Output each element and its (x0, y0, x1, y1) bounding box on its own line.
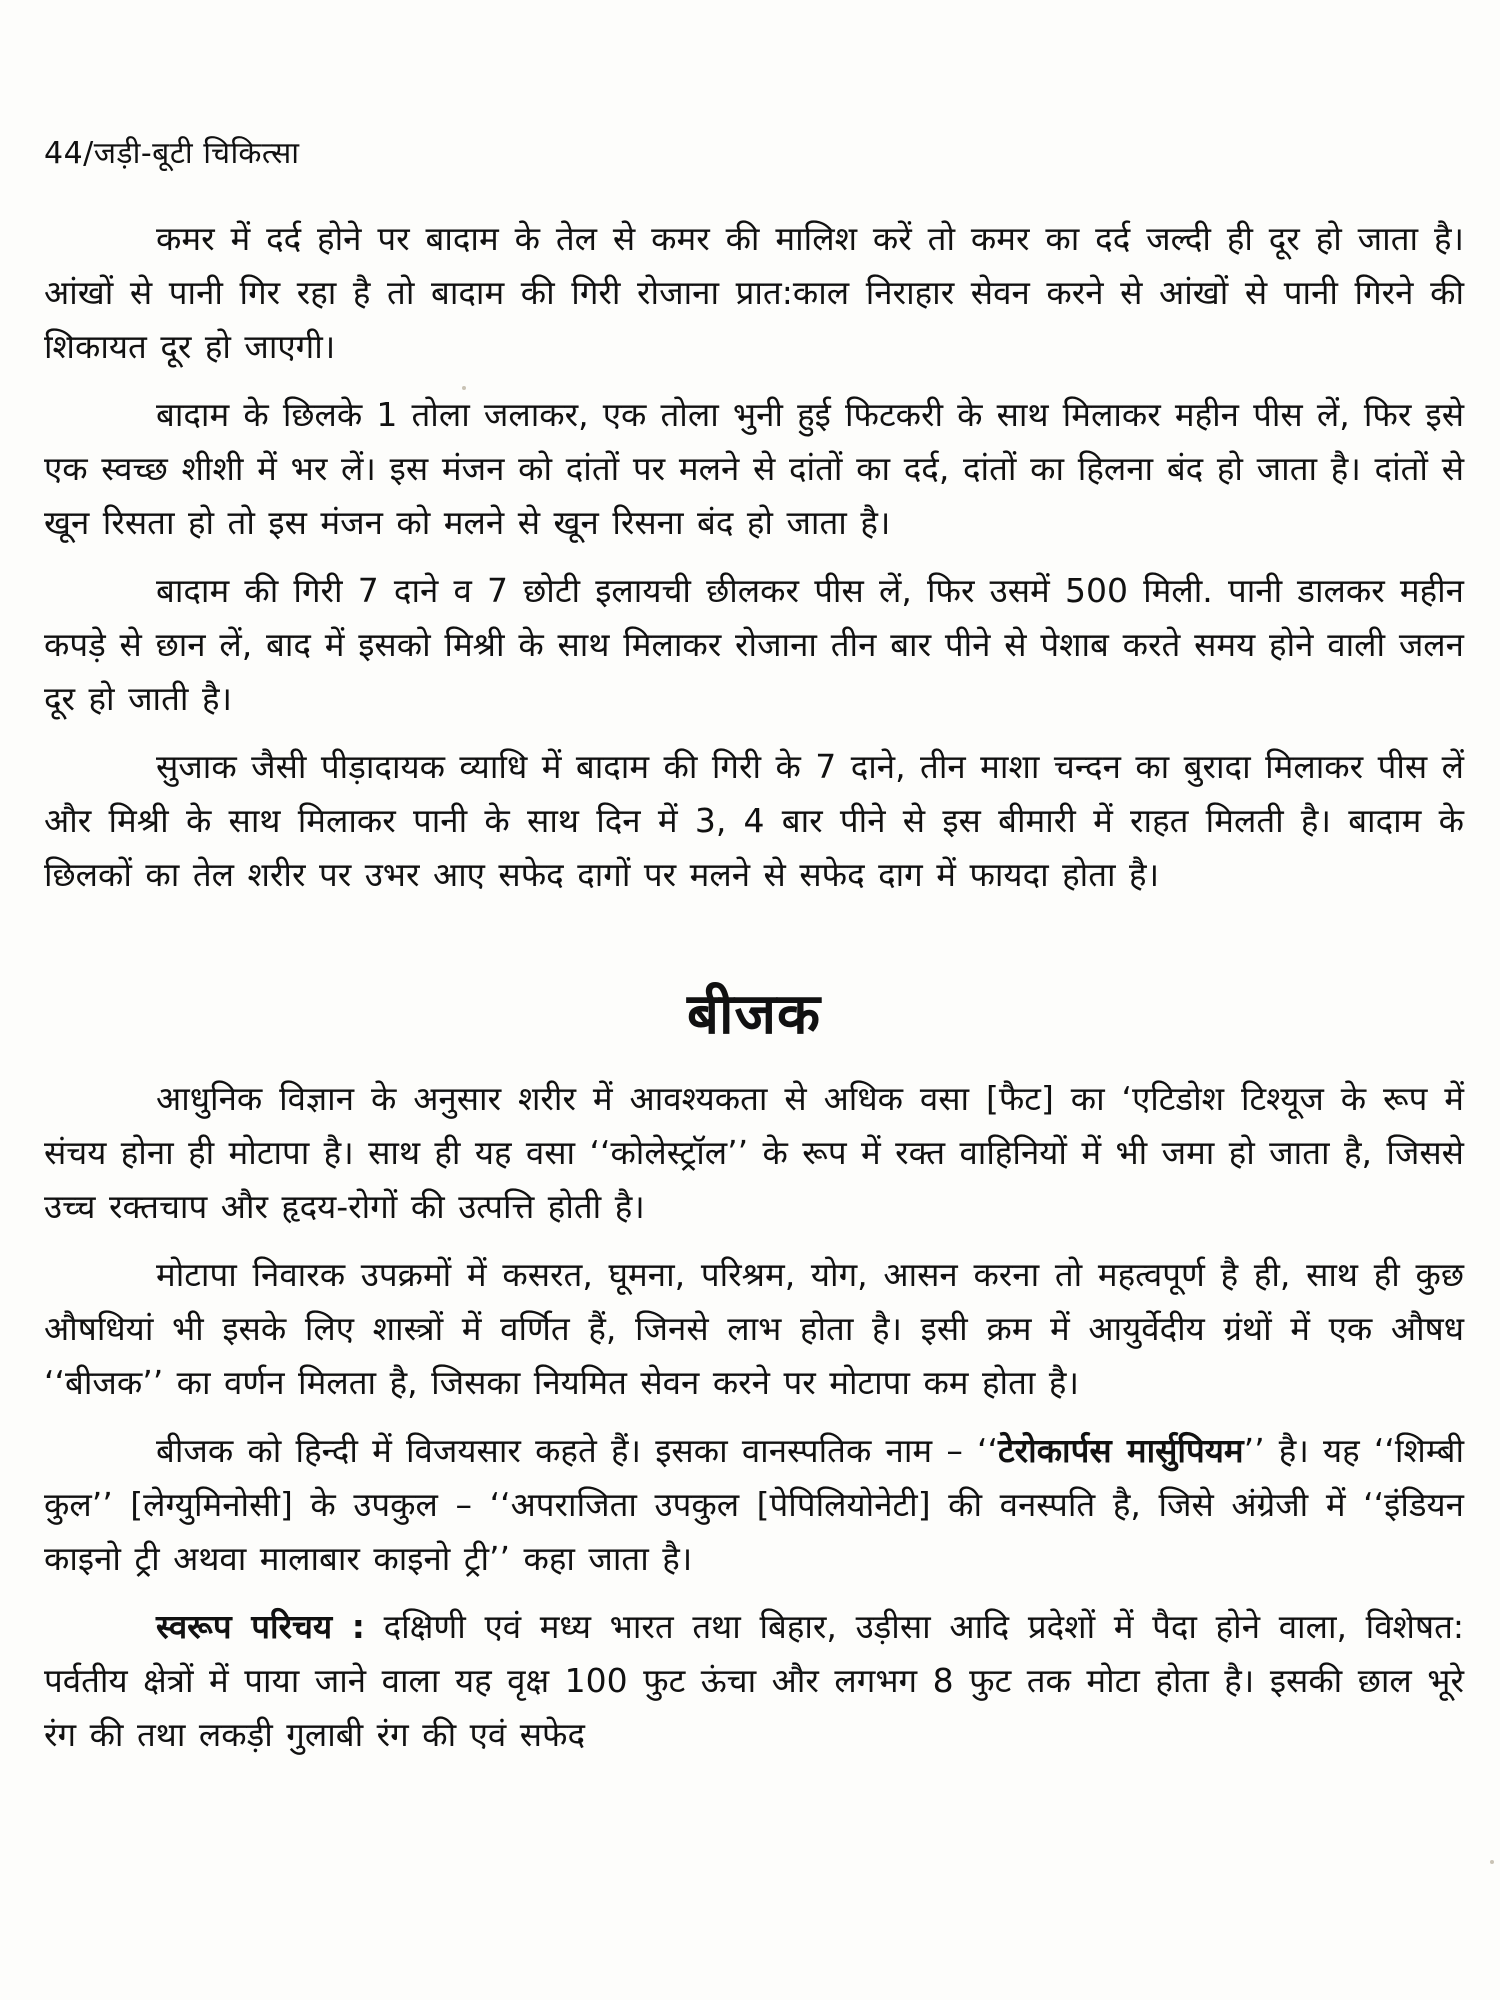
description-label: स्वरूप परिचय : (156, 1607, 365, 1646)
paragraph-text: सुजाक जैसी पीड़ादायक व्याधि में बादाम की गिरी के 7 दाने, तीन माशा चन्दन का बुरादा मिलाकर पीस लें और मिश्री के साथ मिलाकर पानी के साथ दिन में 3, 4 बार पीने से इस बीमारी में राहत मिलती है। बादाम के छिलकों का तेल शरीर पर उभर आए सफेद दागों पर मलने से सफेद दाग में फायदा होता है। (44, 747, 1464, 894)
botanical-name: टेरोकार्पस मार्सुपियम (998, 1431, 1244, 1470)
running-head: 44/जड़ी-बूटी चिकित्सा (44, 136, 300, 171)
paragraph-white-spots (44, 740, 1464, 902)
scan-speck (1490, 1860, 1494, 1864)
paragraph-text: बादाम की गिरी 7 दाने व 7 छोटी इलायची छीलकर पीस लें, फिर उसमें 500 मिली. पानी डालकर महीन कपड़े से छान लें, बाद में इसको मिश्री के साथ मिलाकर रोजाना तीन बार पीने से पेशाब करते समय होने वाली जलन दूर हो जाती है। (44, 571, 1464, 718)
scan-speck (462, 386, 466, 390)
paragraph-obesity-intro (44, 1072, 1464, 1234)
description-text: दक्षिणी एवं मध्य भारत तथा बिहार, उड़ीसा आदि प्रदेशों में पैदा होने वाला, विशेषत: पर्वतीय क्षेत्रों में पाया जाने वाला यह वृक्ष 100 फुट ऊंचा और लगभग 8 फुट तक मोटा होता है। इसकी छाल भूरे रंग की तथा लकड़ी गुलाबी रंग की एवं सफेद (44, 1607, 1464, 1754)
paragraph-text: आधुनिक विज्ञान के अनुसार शरीर में आवश्यकता से अधिक वसा [फैट] का ‘एटिडोश टिश्यूज के रूप में संचय होना ही मोटापा है। साथ ही यह वसा ‘‘कोलेस्ट्रॉल’’ के रूप में रक्त वाहिनियों में भी जमा हो जाता है, जिससे उच्च रक्तचाप और हृदय-रोगों की उत्पत्ति होती है। (44, 1079, 1464, 1226)
body-text (44, 212, 1464, 1776)
botanical-text-after: ’’ है। यह ‘‘शिम्बी कुल’’ [लेग्युमिनोसी] के उपकुल – ‘‘अपराजिता उपकुल [पेपिलियोनेटी] की वनस्पति है, जिसे अंग्रेजी में ‘‘इंडियन काइनो ट्री अथवा मालाबार काइनो ट्री’’ कहा जाता है। (44, 1431, 1464, 1578)
paragraph-back-pain (44, 212, 1464, 374)
paragraph-tooth-powder (44, 388, 1464, 550)
paragraph-description (44, 1600, 1464, 1762)
botanical-text-before: बीजक को हिन्दी में विजयसार कहते हैं। इसका वानस्पतिक नाम – ‘‘ (156, 1431, 999, 1470)
paragraph-text: मोटापा निवारक उपक्रमों में कसरत, घूमना, परिश्रम, योग, आसन करना तो महत्वपूर्ण है ही, साथ ही कुछ औषधियां भी इसके लिए शास्त्रों में वर्णित हैं, जिनसे लाभ होता है। इसी क्रम में आयुर्वेदीय ग्रंथों में एक औषध ‘‘बीजक’’ का वर्णन मिलता है, जिसका नियमित सेवन करने पर मोटापा कम होता है। (44, 1255, 1464, 1402)
section-heading: बीजक (686, 982, 822, 1047)
paragraph-burning-urination (44, 564, 1464, 726)
paragraph-obesity-remedies (44, 1248, 1464, 1410)
paragraph-botanical-name (44, 1424, 1464, 1586)
paragraph-text: कमर में दर्द होने पर बादाम के तेल से कमर की मालिश करें तो कमर का दर्द जल्दी ही दूर हो जाता है। आंखों से पानी गिर रहा है तो बादाम की गिरी रोजाना प्रात:काल निराहार सेवन करने से आंखों से पानी गिरने की शिकायत दूर हो जाएगी। (44, 219, 1464, 366)
paragraph-text: बादाम के छिलके 1 तोला जलाकर, एक तोला भुनी हुई फिटकरी के साथ मिलाकर महीन पीस लें, फिर इसे एक स्वच्छ शीशी में भर लें। इस मंजन को दांतों पर मलने से दांतों का दर्द, दांतों का हिलना बंद हो जाता है। दांतों से खून रिसता हो तो इस मंजन को मलने से खून रिसना बंद हो जाता है। (44, 395, 1464, 542)
